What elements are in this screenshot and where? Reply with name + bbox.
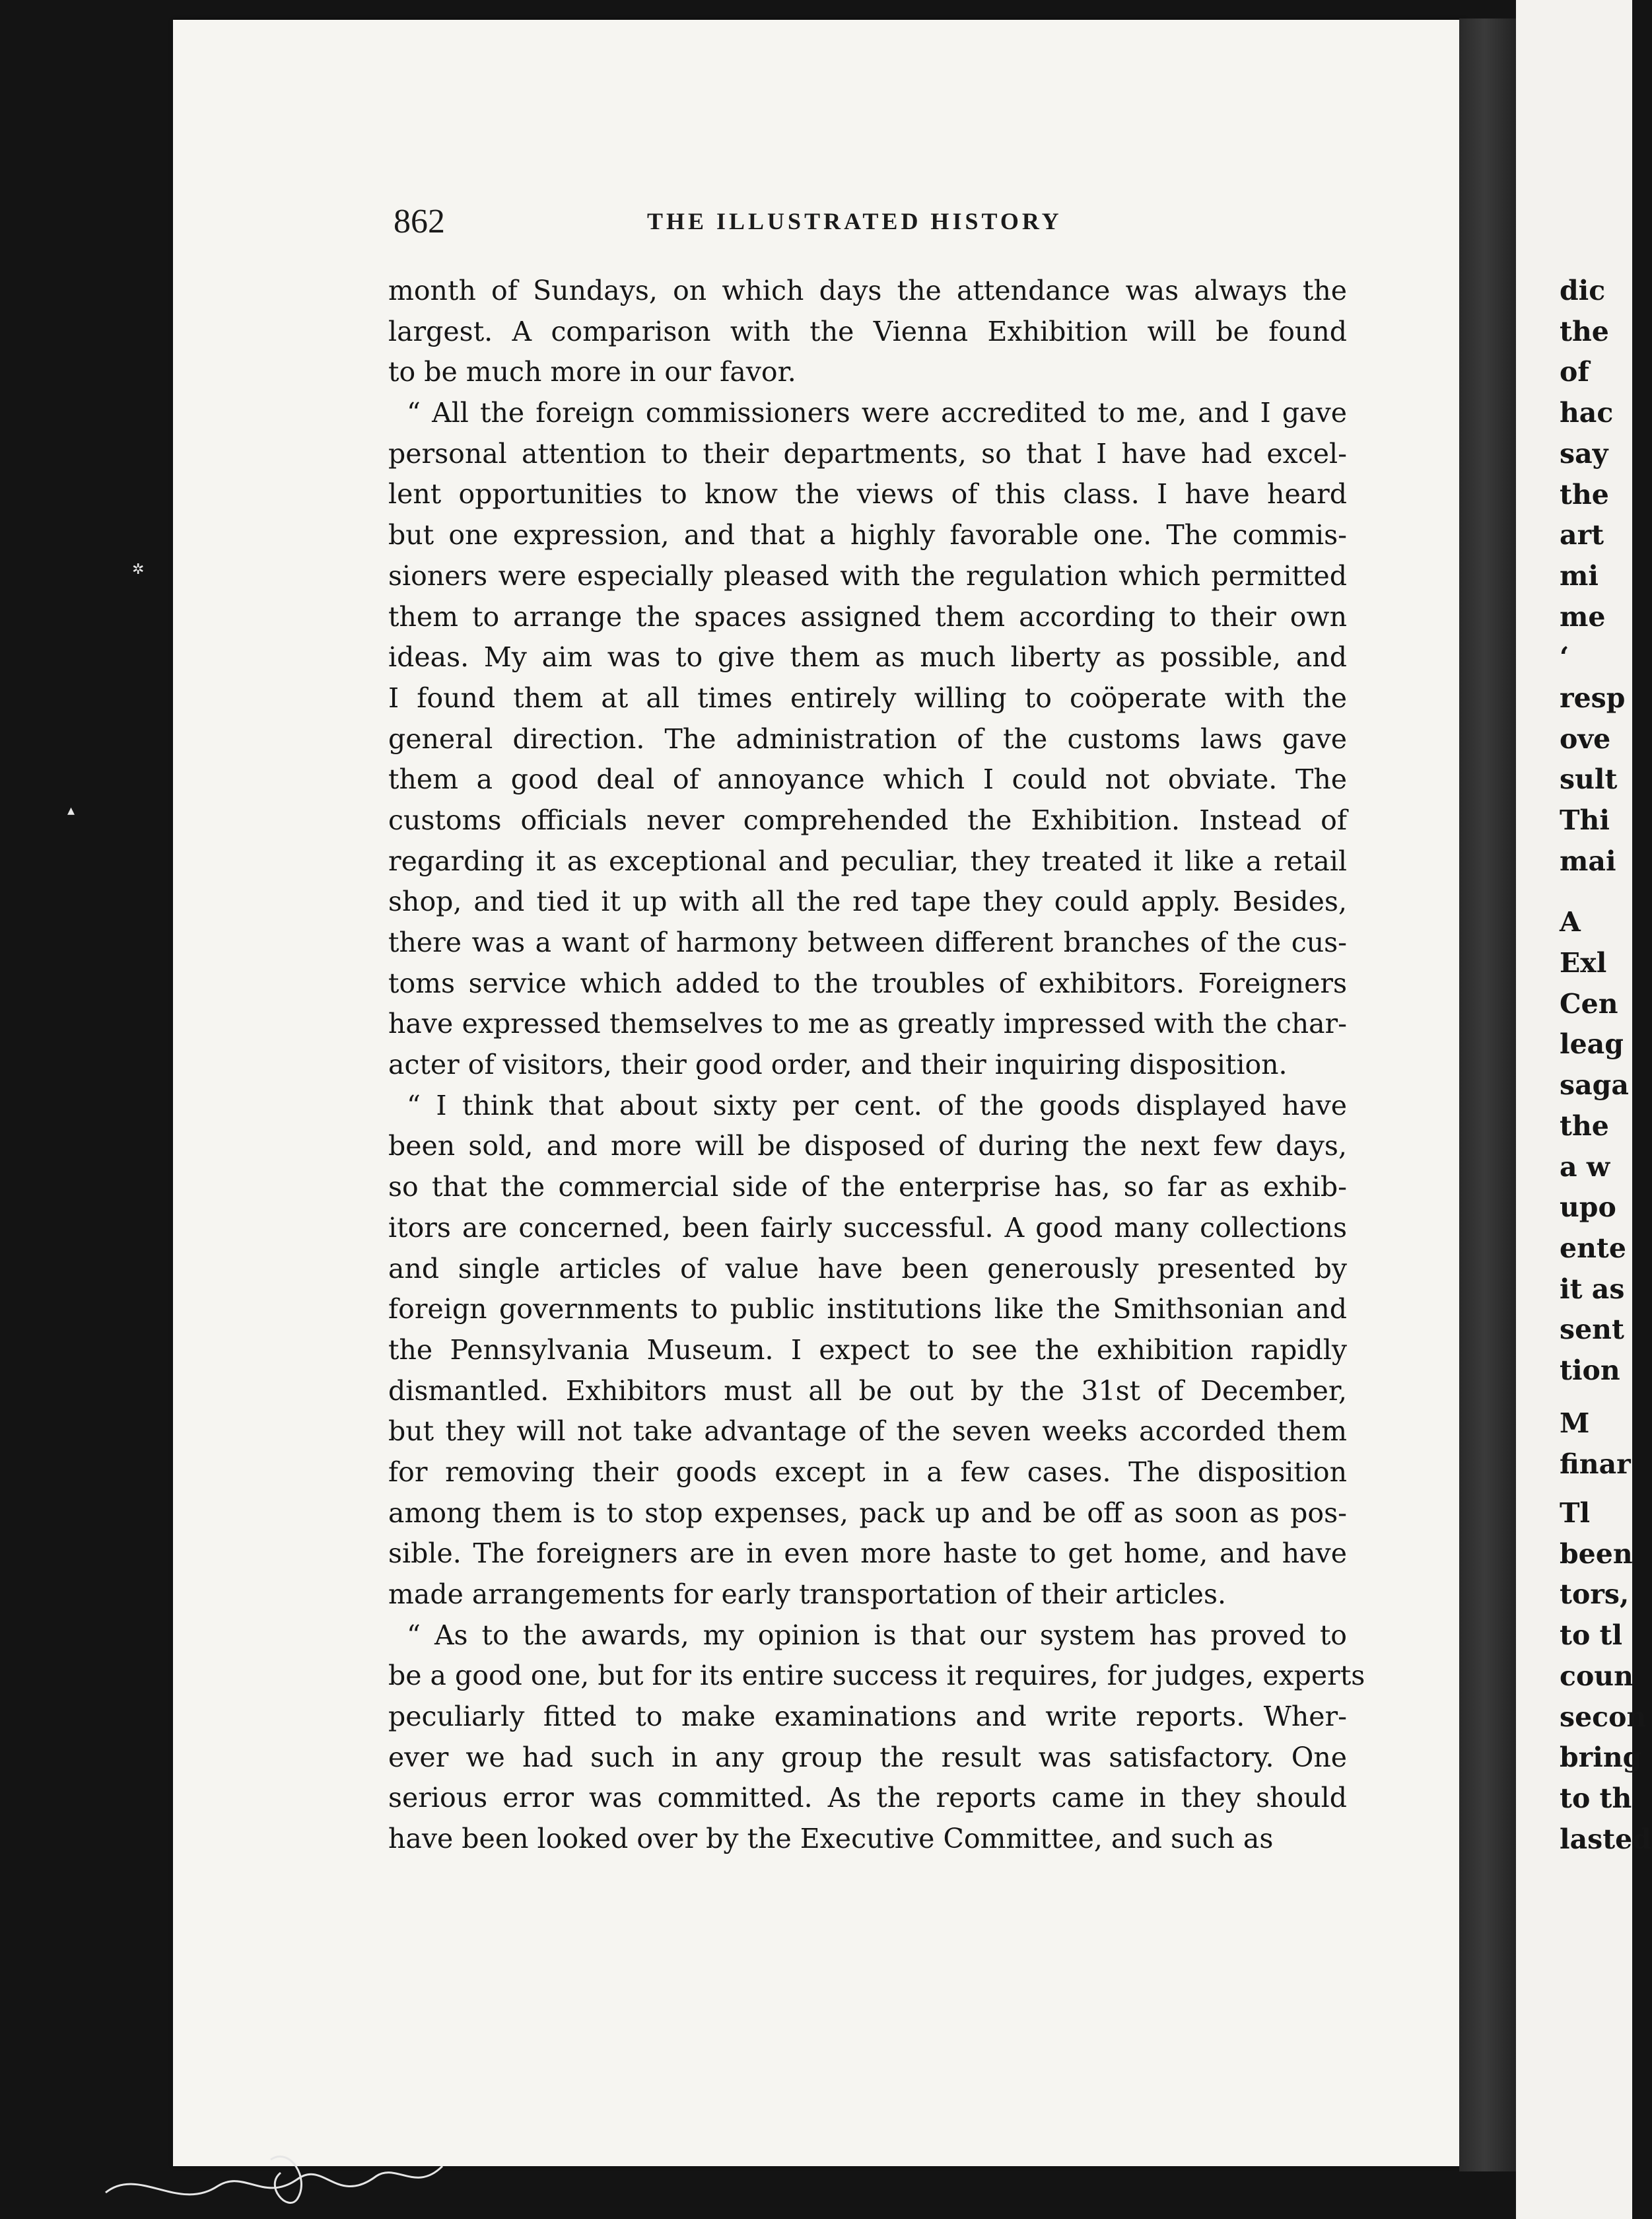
- text-line: foreign governments to public institutions like the Smithsonian and: [388, 1293, 1347, 1325]
- right-page-line-fragment: mi: [1560, 559, 1599, 592]
- text-line: month of Sundays, on which days the attendance was always the: [388, 275, 1347, 306]
- text-line: regarding it as exceptional and peculiar, they treated it like a retail: [388, 845, 1347, 877]
- page-number: 862: [394, 203, 445, 240]
- right-page-line-fragment: ove: [1560, 722, 1611, 755]
- right-page-line-fragment: coun: [1560, 1660, 1634, 1692]
- text-line: “ All the foreign commissioners were accredited to me, and I gave: [407, 397, 1347, 429]
- right-page-line-fragment: finar: [1560, 1448, 1631, 1480]
- right-page-line-fragment: it as: [1560, 1273, 1625, 1305]
- right-page-line-fragment: hac: [1560, 397, 1614, 429]
- right-page-line-fragment: sult: [1560, 763, 1618, 796]
- right-page-line-fragment: lasted: [1560, 1823, 1651, 1855]
- running-head: THE ILLUSTRATED HISTORY: [647, 208, 1062, 234]
- text-line: “ I think that about sixty per cent. of the goods displayed have: [407, 1089, 1347, 1121]
- text-line: acter of visitors, their good order, and their inquiring disposition.: [388, 1049, 1288, 1081]
- right-page-line-fragment: Tl: [1560, 1497, 1591, 1529]
- body-text: [388, 271, 1365, 1860]
- text-line: lent opportunities to know the views of this class. I have heard: [388, 478, 1347, 511]
- right-page-line-fragment: upo: [1560, 1191, 1616, 1224]
- text-line: serious error was committed. As the reports came in they should: [388, 1782, 1347, 1814]
- text-line: largest. A comparison with the Vienna Exhibition will be found: [388, 315, 1347, 347]
- text-line: general direction. The administration of the customs laws gave: [388, 722, 1347, 755]
- text-line: customs officials never comprehended the Exhibition. Instead of: [388, 804, 1347, 836]
- text-line: but they will not take advantage of the seven weeks accorded them: [388, 1415, 1347, 1448]
- right-page-line-fragment: tion: [1560, 1355, 1620, 1387]
- right-page-line-fragment: secon: [1560, 1701, 1647, 1733]
- right-page-line-fragment: mai: [1560, 845, 1616, 877]
- right-page-line-fragment: tors,: [1560, 1578, 1630, 1611]
- right-page-line-fragment: M: [1560, 1407, 1590, 1440]
- margin-speck-mark: ▴: [67, 802, 75, 819]
- text-line: toms service which added to the troubles of exhibitors. Foreigners: [388, 967, 1347, 999]
- right-page-line-fragment: bring: [1560, 1742, 1642, 1774]
- text-line: to be much more in our favor.: [388, 356, 796, 388]
- right-page-line-fragment: the: [1560, 1110, 1609, 1142]
- text-line: ever we had such in any group the result was satisfactory. One: [388, 1741, 1347, 1773]
- text-line: I found them at all times entirely willing to coöperate with the: [388, 682, 1347, 714]
- text-line: dismantled. Exhibitors must all be out by the 31st of December,: [388, 1374, 1347, 1407]
- text-line: “ As to the awards, my opinion is that our system has proved to: [407, 1619, 1347, 1651]
- right-page-line-fragment: Thi: [1560, 804, 1610, 837]
- right-page-line-fragment: say: [1560, 437, 1608, 470]
- right-page: [1516, 0, 1651, 2219]
- right-page-line-fragment: to tl: [1560, 1619, 1623, 1652]
- text-line: have been looked over by the Executive Committee, and such as: [388, 1823, 1274, 1855]
- text-line: them to arrange the spaces assigned them according to their own: [388, 600, 1347, 633]
- text-line: made arrangements for early transportation of their articles.: [388, 1578, 1227, 1610]
- text-line: and single articles of value have been generously presented by: [388, 1252, 1347, 1285]
- text-line: the Pennsylvania Museum. I expect to see the exhibition rapidly: [388, 1333, 1347, 1366]
- text-line: so that the commercial side of the enterprise has, so far as exhib-: [388, 1171, 1347, 1203]
- right-page-line-fragment: ‘: [1560, 641, 1569, 674]
- text-line: sible. The foreigners are in even more haste to get home, and have: [388, 1537, 1347, 1570]
- right-page-line-fragment: the: [1560, 315, 1609, 347]
- right-page-line-fragment: the: [1560, 478, 1609, 511]
- text-line: peculiarly fitted to make examinations and write reports. Wher-: [388, 1701, 1347, 1733]
- right-page-line-fragment: A: [1560, 906, 1581, 938]
- text-line: have expressed themselves to me as greatly impressed with the char-: [388, 1008, 1347, 1040]
- text-line: there was a want of harmony between different branches of the cus-: [388, 927, 1347, 958]
- right-page-line-fragment: leag: [1560, 1028, 1624, 1061]
- right-page-line-fragment: been: [1560, 1537, 1633, 1570]
- page-header: [394, 202, 1344, 242]
- right-page-line-fragment: a w: [1560, 1150, 1610, 1183]
- margin-speck-mark: ✲: [132, 561, 145, 578]
- right-page-line-fragment: ente: [1560, 1232, 1626, 1264]
- right-page-line-fragment: art: [1560, 519, 1604, 551]
- right-page-line-fragment: of: [1560, 356, 1589, 388]
- text-line: for removing their goods except in a few cases. The disposition: [388, 1456, 1347, 1488]
- right-page-line-fragment: me: [1560, 600, 1606, 633]
- pencil-scribble: [99, 2140, 469, 2219]
- right-page-line-fragment: Cen: [1560, 987, 1618, 1020]
- right-page-line-fragment: dic: [1560, 275, 1606, 306]
- text-line: ideas. My aim was to give them as much liberty as possible, and: [388, 641, 1347, 674]
- text-line: them a good deal of annoyance which I could not obviate. The: [388, 763, 1347, 796]
- text-line: sioners were especially pleased with the regulation which permitted: [388, 559, 1347, 592]
- text-line: been sold, and more will be disposed of during the next few days,: [388, 1130, 1347, 1162]
- text-line: but one expression, and that a highly favorable one. The commis-: [388, 519, 1347, 551]
- right-page-line-fragment: saga: [1560, 1069, 1629, 1102]
- text-line: personal attention to their departments, so that I have had excel-: [388, 437, 1347, 470]
- text-line: shop, and tied it up with all the red tape they could apply. Besides,: [388, 886, 1347, 918]
- right-page-line-fragment: to th: [1560, 1782, 1632, 1814]
- right-page-line-fragment: Exl: [1560, 947, 1607, 979]
- text-line: itors are concerned, been fairly successful. A good many collections: [388, 1211, 1347, 1244]
- right-page-line-fragment: resp: [1560, 682, 1626, 714]
- text-line: among them is to stop expenses, pack up and be off as soon as pos-: [388, 1497, 1347, 1529]
- right-page-line-fragment: sent: [1560, 1314, 1624, 1346]
- book-gutter: [1459, 18, 1523, 2171]
- text-line: be a good one, but for its entire success it requires, for judges, experts: [388, 1660, 1365, 1692]
